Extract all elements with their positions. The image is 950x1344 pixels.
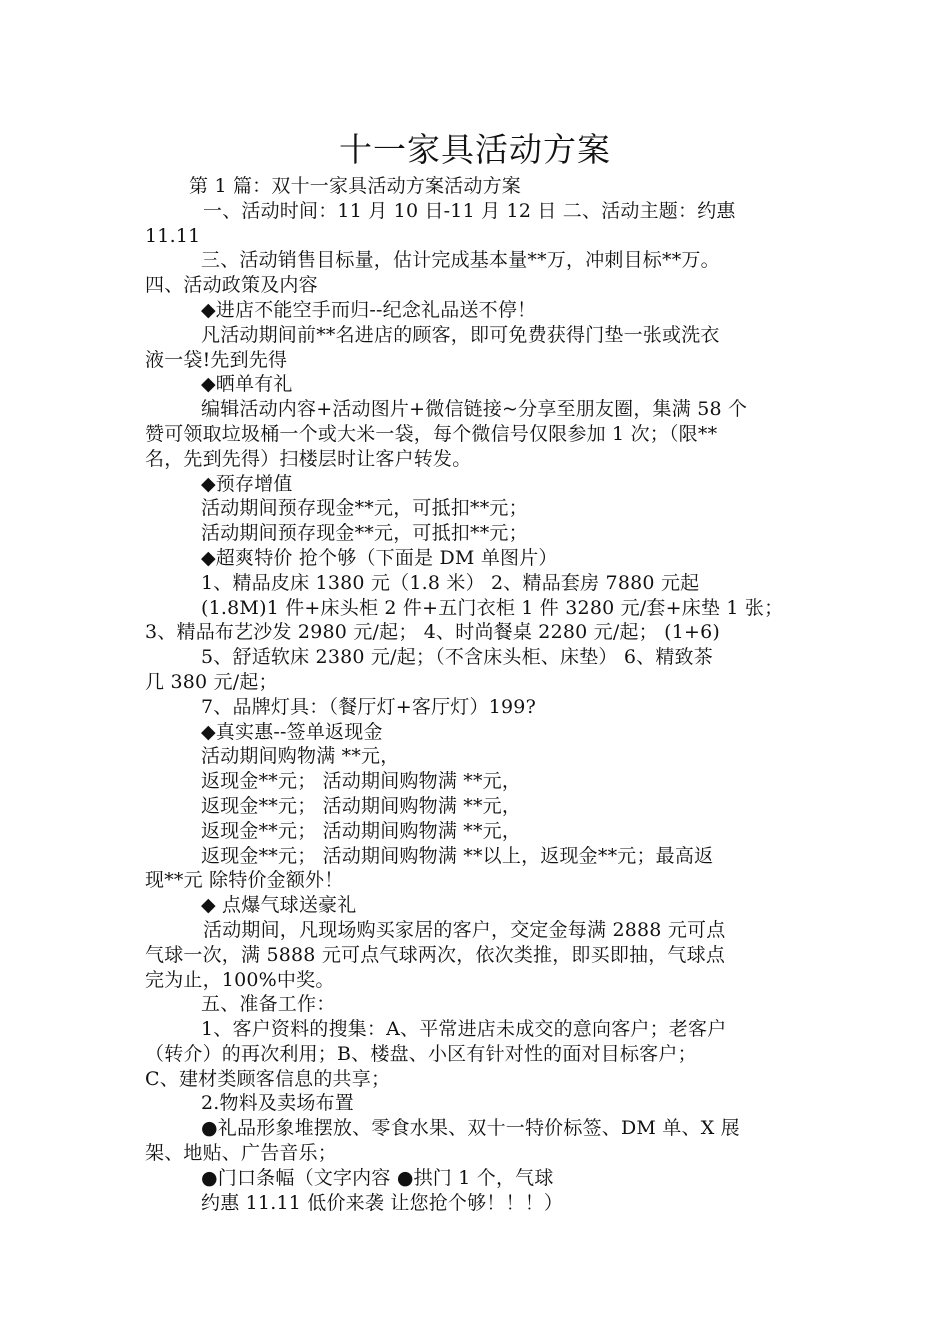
text-line: 3、精品布艺沙发 2980 元/起； 4、时尚餐桌 2280 元/起； (1+6) <box>145 621 721 644</box>
text-line: 约惠 11.11 低价来袭 让您抢个够！！！） <box>201 1191 564 1214</box>
bullet-line: ●门口条幅（文字内容 ●拱门 1 个，气球 <box>201 1166 554 1189</box>
text-line: 活动期间预存现金**元，可抵扣**元； <box>201 497 528 520</box>
text-line: 11.11 <box>145 224 201 247</box>
text-line: 返现金**元； 活动期间购物满 **元， <box>201 794 522 817</box>
text-line: 活动期间购物满 **元， <box>201 745 400 768</box>
bullet-line: ◆预存增值 <box>201 472 293 495</box>
text-line: 活动期间，凡现场购买家居的客户，交定金每满 2888 元可点 <box>203 918 726 941</box>
text-line: 5、舒适软床 2380 元/起；（不含床头柜、床垫） 6、精致茶 <box>201 646 713 669</box>
text-line: 完为止，100%中奖。 <box>145 968 335 991</box>
text-line: 名，先到先得）扫楼层时让客户转发。 <box>145 447 472 470</box>
text-line: （转介）的再次利用；B、楼盘、小区有针对性的面对目标客户； <box>145 1042 697 1065</box>
bullet-line: ◆超爽特价 抢个够（下面是 DM 单图片） <box>201 546 558 569</box>
text-line: (1.8M)1 件+床头柜 2 件+五门衣柜 1 件 3280 元/套+床垫 1 张； <box>201 596 784 619</box>
bullet-line: ◆ 点爆气球送豪礼 <box>201 894 357 917</box>
text-line: 气球一次，满 5888 元可点气球两次，依次类推，即买即抽，气球点 <box>145 943 726 966</box>
text-line: 现**元 除特价金额外！ <box>145 869 344 892</box>
text-line: 返现金**元； 活动期间购物满 **以上，返现金**元；最高返 <box>201 844 714 867</box>
text-line: 一、活动时间：11 月 10 日-11 月 12 日 二、活动主题：约惠 <box>203 199 736 222</box>
text-line: 凡活动期间前**名进店的顾客，即可免费获得门垫一张或洗衣 <box>201 323 720 346</box>
text-line: 返现金**元； 活动期间购物满 **元， <box>201 770 522 793</box>
section-heading: 第 1 篇：双十一家具活动方案活动方案 <box>189 175 521 197</box>
document-title: 十一家具活动方案 <box>339 130 611 169</box>
text-line: 四、活动政策及内容 <box>145 274 318 297</box>
bullet-line: ◆晒单有礼 <box>201 373 293 396</box>
text-line: 活动期间预存现金**元，可抵扣**元； <box>201 522 528 545</box>
bullet-line: ◆真实惠--签单返现金 <box>201 720 383 743</box>
section-heading: 五、准备工作： <box>201 993 336 1016</box>
text-line: C、建材类顾客信息的共享； <box>145 1067 391 1090</box>
text-line: 赞可领取垃圾桶一个或大米一袋，每个微信号仅限参加 1 次；（限** <box>145 422 718 445</box>
bullet-line: ◆进店不能空手而归--纪念礼品送不停！ <box>201 298 537 321</box>
text-line: 返现金**元； 活动期间购物满 **元， <box>201 819 522 842</box>
text-line: 架、地贴、广告音乐； <box>145 1142 338 1165</box>
document-body <box>145 174 813 1215</box>
bullet-line: ●礼品形象堆摆放、零食水果、双十一特价标签、DM 单、X 展 <box>201 1117 740 1140</box>
text-line: 液一袋!先到先得 <box>145 348 288 371</box>
text-line: 1、精品皮床 1380 元（1.8 米） 2、精品套房 7880 元起 <box>201 571 700 594</box>
text-line: 1、客户资料的搜集：A、平常进店未成交的意向客户；老客户 <box>201 1018 727 1041</box>
text-line: 三、活动销售目标量，估计完成基本量**万，冲刺目标**万。 <box>201 249 720 272</box>
text-line: 几 380 元/起； <box>145 670 278 693</box>
text-line: 编辑活动内容+活动图片+微信链接~分享至朋友圈，集满 58 个 <box>201 398 748 421</box>
text-line: 2.物料及卖场布置 <box>201 1092 354 1115</box>
text-line: 7、品牌灯具：（餐厅灯+客厅灯）199? <box>201 695 536 718</box>
